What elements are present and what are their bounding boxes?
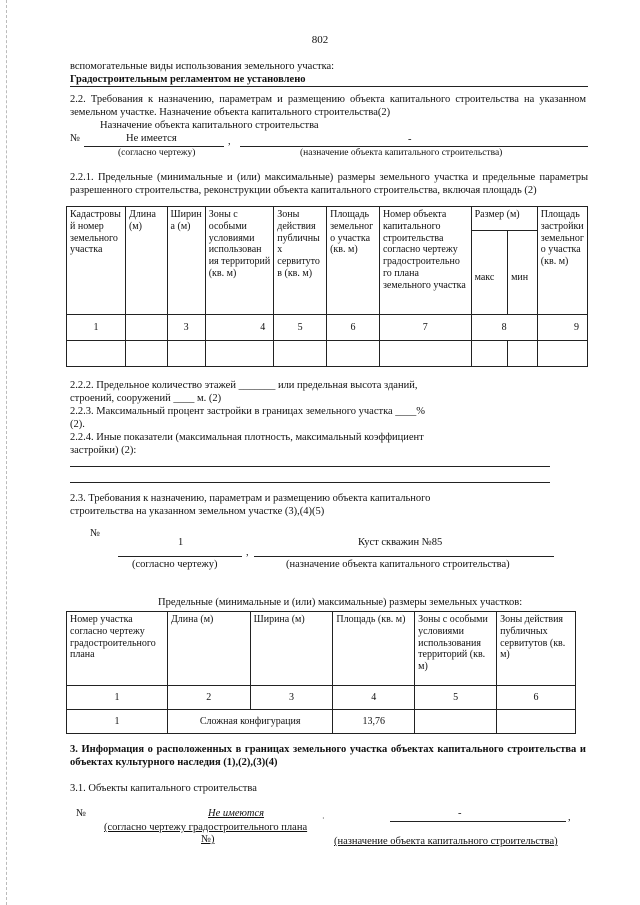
- table-cell: [415, 710, 497, 734]
- s23-heading-2: строительства на указанном земельном участке (3),(4)(5): [70, 506, 325, 517]
- s22-cap-right: (назначение объекта капитального строительства): [300, 148, 503, 158]
- th-plot-zones: Зоны с особыми условиями использования территорий (кв. м): [415, 612, 497, 686]
- s23-purpose-rule: [254, 556, 554, 557]
- plots-table: [66, 611, 576, 734]
- s3-no-sign: №: [76, 808, 87, 819]
- table-cell: [67, 341, 126, 367]
- table-cell: [537, 341, 587, 367]
- num-cell: 6: [497, 686, 576, 710]
- s3-dot: ·: [322, 814, 325, 823]
- th-area: Площадь земельног о участка (кв. м): [327, 207, 380, 315]
- th-object-no: Номер объекта капитального строительства согласно чертежу градостроительно го плана земельного участка: [379, 207, 471, 315]
- th-plot-no: Номер участка согласно чертежу градостроительного плана: [67, 612, 168, 686]
- s23-purpose: Куст скважин №85: [358, 537, 443, 548]
- th-plot-length: Длина (м): [167, 612, 250, 686]
- num-cell: 4: [333, 686, 415, 710]
- s224-line1: 2.2.4. Иные показатели (максимальная плотность, максимальный коэффициент: [70, 432, 424, 443]
- aux-use-rule: [70, 86, 588, 87]
- s23-comma: ,: [246, 547, 249, 558]
- s224-rule-2: [70, 482, 550, 483]
- th-size: Размер (м): [471, 207, 537, 231]
- th-zones: Зоны с особыми условиями использован ия территорий (кв. м): [205, 207, 274, 315]
- s23-no-rule: [118, 556, 242, 557]
- num-cell: 1: [67, 686, 168, 710]
- s22-no-rule: [84, 146, 224, 147]
- num-cell-empty: [125, 315, 167, 341]
- table-cell: [497, 710, 576, 734]
- num-cell: 2: [167, 686, 250, 710]
- th-cadastral: Кадастровы й номер земельного участка: [67, 207, 126, 315]
- s222-line2: строений, сооружений ____ м. (2): [70, 393, 222, 404]
- table-cell: [205, 341, 274, 367]
- s3-cap-left-1: (согласно чертежу градостроительного плана: [104, 822, 308, 833]
- plot-row-area: 13,76: [333, 710, 415, 734]
- s3-sub: 3.1. Объекты капитального строительства: [70, 783, 257, 794]
- s224-rule-1: [70, 466, 550, 467]
- table-cell: [508, 341, 538, 367]
- th-min: мин: [508, 231, 538, 315]
- th-built-area: Площадь застройки земельног о участка (кв. м): [537, 207, 587, 315]
- s22-no-value: Не имеется: [126, 133, 177, 144]
- plot-row-config: Сложная конфигурация: [167, 710, 332, 734]
- num-cell: 3: [167, 315, 205, 341]
- num-cell: 3: [250, 686, 333, 710]
- s223-line1: 2.2.3. Максимальный процент застройки в границах земельного участка ____%: [70, 406, 426, 417]
- table-cell: [167, 341, 205, 367]
- th-servitude: Зоны действия публичны х сервитуто в (кв. м): [274, 207, 327, 315]
- th-max: макс: [471, 231, 508, 315]
- s23-cap-left: (согласно чертежу): [132, 559, 218, 570]
- num-cell: 8: [471, 315, 537, 341]
- num-cell: 5: [274, 315, 327, 341]
- num-cell: 6: [327, 315, 380, 341]
- s23-cap-right: (назначение объекта капитального строительства): [286, 559, 510, 570]
- table-cell: [327, 341, 380, 367]
- th-width: Ширин а (м): [167, 207, 205, 315]
- s221-heading: 2.2.1. Предельные (минимальные и (или) максимальные) размеры земельного участка и предельные параметры разрешенного строительства, реконструкции объекта капитального строительства, включая площадь (2): [70, 172, 588, 196]
- s222-line1: 2.2.2. Предельное количество этажей _______ или предельная высота зданий,: [70, 380, 418, 391]
- s22-comma: ,: [228, 136, 231, 147]
- num-cell: 9: [537, 315, 587, 341]
- s3-cap-left-2: №): [201, 834, 215, 845]
- th-plot-area: Площадь (кв. м): [333, 612, 415, 686]
- s23-no-sign: №: [90, 528, 101, 539]
- s3-comma: ,: [568, 812, 571, 823]
- num-cell: 7: [379, 315, 471, 341]
- s3-cap-right: (назначение объекта капитального строительства): [334, 836, 558, 847]
- s22-no-sign: №: [70, 133, 81, 144]
- params-table: [66, 206, 588, 367]
- th-length: Длина (м): [125, 207, 167, 315]
- s3-no-value: Не имеются: [208, 808, 265, 819]
- th-plot-servitude: Зоны действия публичных сервитутов (кв. м): [497, 612, 576, 686]
- s22-cap-left: (согласно чертежу): [118, 148, 196, 158]
- s224-line2: застройки) (2):: [70, 445, 137, 456]
- th-plot-width: Ширина (м): [250, 612, 333, 686]
- s23-heading-1: 2.3. Требования к назначению, параметрам и размещению объекта капитального: [70, 493, 431, 504]
- s23-table-title: Предельные (минимальные и (или) максимальные) размеры земельных участков:: [158, 597, 523, 608]
- s3-purpose-rule: [390, 821, 566, 822]
- aux-use-label: вспомогательные виды использования земельного участка:: [70, 61, 335, 72]
- num-cell: 5: [415, 686, 497, 710]
- s23-no-value: 1: [178, 537, 184, 548]
- num-cell: 1: [67, 315, 126, 341]
- s22-sub: Назначение объекта капитального строительства: [100, 120, 319, 131]
- table-cell: [274, 341, 327, 367]
- plot-row-no: 1: [67, 710, 168, 734]
- s3-heading: 3. Информация о расположенных в границах земельного участка объектах капитального строительства и объектах культурного наследия (1),(2),(3)(4): [70, 744, 586, 768]
- num-cell: 4: [205, 315, 274, 341]
- s223-line2: (2).: [70, 419, 85, 430]
- page-number: 802: [311, 34, 329, 46]
- aux-use-value: Градостроительным регламентом не установлено: [70, 74, 306, 85]
- s22-purpose-rule: [240, 146, 588, 147]
- table-cell: [379, 341, 471, 367]
- s3-dash: -: [458, 808, 462, 819]
- scan-edge: [6, 0, 7, 905]
- table-cell: [125, 341, 167, 367]
- s22-heading: 2.2. Требования к назначению, параметрам и размещению объекта капитального строительства на указанном земельном участке. Назначение объекта капитального строительства(2): [70, 94, 586, 118]
- table-cell: [471, 341, 508, 367]
- s22-dash: -: [408, 134, 412, 145]
